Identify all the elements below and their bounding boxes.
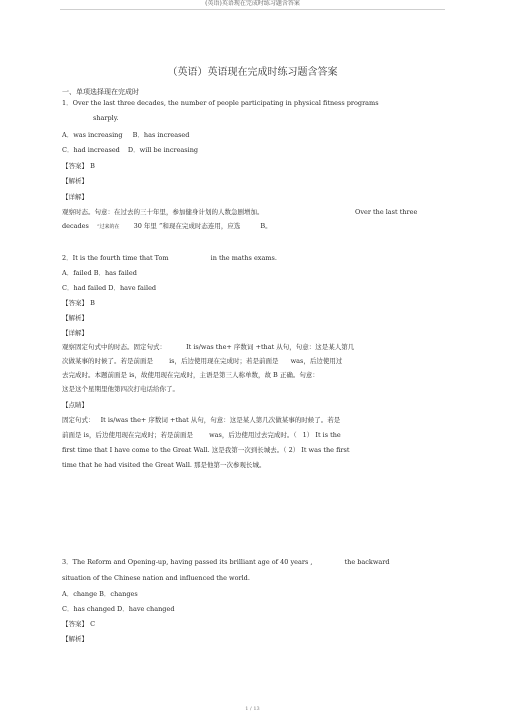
- q3-stem-line2: situation of the Chinese nation and influenced the world.: [62, 574, 250, 582]
- q1-option-d: D．will be increasing: [127, 146, 199, 154]
- q2-tip1-b: It is/was the+ 序数词 +that 从句，句意：这是某人第几次做某事的时候了。若是: [100, 416, 341, 424]
- q1-option-b: B．has increased: [132, 131, 190, 139]
- q1-options-ab: [62, 131, 189, 139]
- q1-option-c: C．had increased: [62, 146, 120, 154]
- section-heading: 一、单项选择现在完成时: [62, 88, 139, 96]
- q2-options-ab: A．failed B．has failed: [62, 269, 137, 277]
- q2-exp2-a: 次做某事的时候了。若是前面是: [62, 357, 153, 365]
- q2-tip-line3: first time that I have come to the Great Wall. 这是我第一次到长城去。（ 2） It was the first: [62, 446, 350, 454]
- q2-tip2-c: 1） It is the: [302, 431, 341, 439]
- q1-exp2-quote: “过来的在: [96, 224, 120, 230]
- q1-option-a: A．was increasing: [62, 131, 123, 139]
- q2-stem-part2: in the maths exams.: [210, 254, 277, 262]
- q1-analysis-label: 【解析】: [62, 177, 88, 185]
- q3-options-ab: A．change B．changes: [62, 590, 138, 598]
- q2-exp1-b: It is/was the+ 序数词 +that 从句，句意：这是某人第几: [186, 343, 355, 351]
- q1-stem-line2: sharply.: [93, 114, 119, 122]
- q2-tip-line1: [62, 416, 340, 424]
- q3-stem-b: the backward: [344, 558, 390, 566]
- q2-options-cd: C．had failed D．have failed: [62, 284, 157, 292]
- q3-stem-a: 3．The Reform and Opening-up, having passed its brilliant age of 40 years ,: [62, 558, 313, 566]
- q1-exp1-english: Over the last three: [355, 208, 418, 216]
- q3-stem-line1: [62, 558, 390, 566]
- q2-explanation-line4: 这是这个星期里他第四次打电话给你了。: [62, 385, 179, 393]
- q1-detail-label: 【详解】: [62, 193, 88, 201]
- q2-explanation-line2: [62, 357, 342, 365]
- q2-exp1-a: 观察固定句式中的时态。固定句式：: [62, 343, 166, 351]
- q2-analysis-label: 【解析】: [62, 314, 88, 322]
- q1-answer: 【答案】 B: [62, 162, 95, 170]
- q2-tip-label: 【点睛】: [62, 401, 88, 409]
- page-number: 1 / 13: [245, 706, 260, 712]
- header-rule: [60, 9, 445, 10]
- q3-options-cd: C．has changed D．have changed: [62, 605, 175, 613]
- q2-exp2-b: is，后边使用现在完成时；若是前面是: [169, 357, 279, 365]
- q1-stem-line1: 1．Over the last three decades, the number of people participating in physical fitness programs: [62, 99, 379, 107]
- q2-answer: 【答案】 B: [62, 299, 95, 307]
- q2-tip2-b: was，后边使用过去完成时。（: [209, 431, 297, 439]
- q2-stem-part1: 2．It is the fourth time that Tom: [62, 254, 169, 262]
- q1-explanation-line1: [62, 208, 418, 216]
- q2-stem: [62, 254, 277, 262]
- q2-explanation-line1: [62, 343, 354, 351]
- q1-exp1-text: 观察时态。句意：在过去的三十年里，参加健身计划的人数急剧增加。: [62, 208, 264, 216]
- q3-answer: 【答案】 C: [62, 620, 96, 628]
- q2-tip2-a: 前面是 is，后边使用现在完成时；若是前面是: [62, 431, 193, 439]
- page-title: （英语）英语现在完成时练习题含答案: [167, 67, 338, 78]
- q1-exp2-choice: B。: [260, 222, 272, 230]
- q1-exp2-text: 30 年里 ”和现在完成时态连用，应选: [133, 222, 241, 230]
- q2-detail-label: 【详解】: [62, 329, 88, 337]
- q2-tip-line4: time that he had visited the Great Wall. 那是他第一次参观长城。: [62, 461, 266, 469]
- q2-explanation-line3: 去完成时。本题前面是 is，故使用现在完成时，主语是第三人称单数，故 B 正确。句意：: [62, 371, 319, 379]
- q2-tip-line2: [62, 431, 341, 439]
- q2-tip1-a: 固定句式：: [62, 416, 95, 424]
- q1-exp2-english: decades: [62, 222, 89, 230]
- q3-analysis-label: 【解析】: [62, 635, 88, 643]
- q1-explanation-line2: [62, 222, 272, 231]
- running-header: (英语)英语现在完成时练习题含答案: [205, 0, 300, 7]
- q1-options-cd: [62, 146, 198, 154]
- q2-exp2-c: was，后边使用过: [290, 357, 343, 365]
